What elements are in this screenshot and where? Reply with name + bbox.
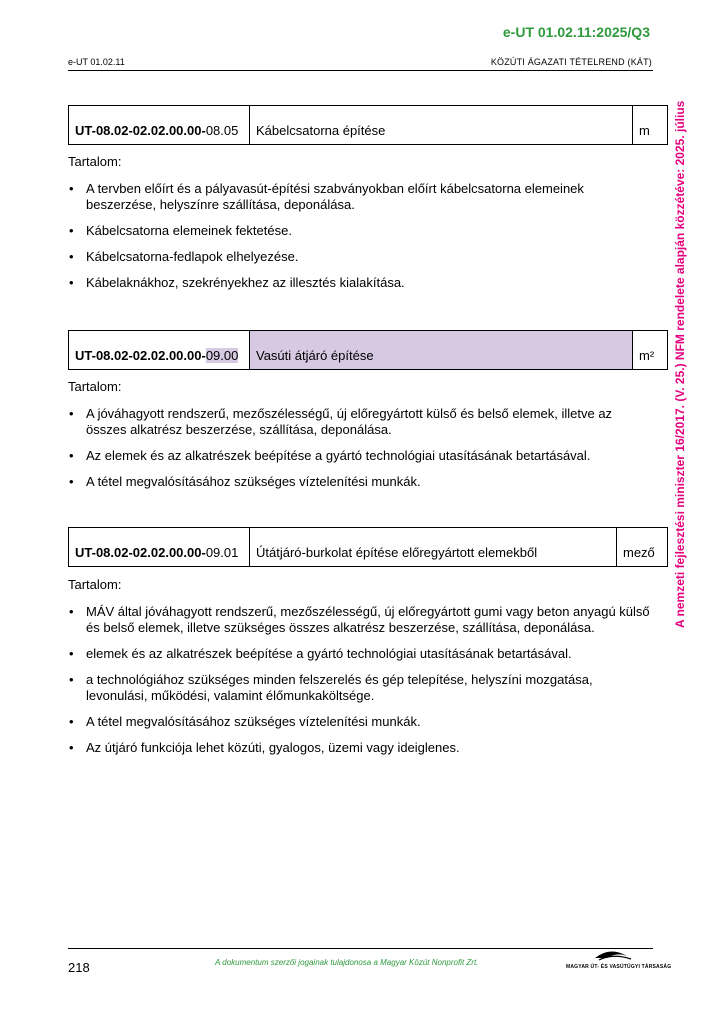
- list-item-text: elemek és az alkatrészek beépítése a gyártó technológiai utasításának betartásával.: [86, 646, 572, 661]
- list-item: • A tétel megvalósításához szükséges víztelenítési munkák.: [69, 474, 421, 489]
- list-item: • Az elemek és az alkatrészek beépítése a gyártó technológiai utasításának betartásával.: [69, 448, 591, 463]
- list-item: • Kábelaknákhoz, szekrényekhez az illesztés kialakítása.: [69, 275, 405, 290]
- list-item-text: a technológiához szükséges minden felszerelés és gép telepítése, helyszíni mozgatása, levonulási, működési, valamint élőmunkaköltsége.: [86, 672, 593, 703]
- item-description: Útátjáró-burkolat építése előregyártott elemekből: [250, 528, 617, 567]
- list-item: • a technológiához szükséges minden felszerelés és gép telepítése, helyszíni mozgatása, levonulási, működési, valamint élőmunkaköltsége.: [69, 672, 593, 703]
- content-label: Tartalom:: [68, 379, 122, 394]
- list-item: • Kábelcsatorna-fedlapok elhelyezése.: [69, 249, 299, 264]
- item-code-suffix: 09.01: [205, 545, 239, 560]
- header-left-code: e-UT 01.02.11: [68, 57, 125, 67]
- item-unit: m: [633, 106, 668, 145]
- item-table-09-01: [68, 527, 668, 567]
- list-item-text: MÁV által jóváhagyott rendszerű, mezőszélességű, új előregyártott gumi vagy beton anyagú külső és belső elemek, illetve szükséges összes alkatrész beszerzése, szállítása, deponálása.: [86, 604, 650, 635]
- list-item-text: Kábelcsatorna elemeinek fektetése.: [86, 223, 292, 238]
- list-item-text: A tervben előírt és a pályavasút-építési szabványokban előírt kábelcsatorna elemeinek beszerzése, helyszínre szállítása, deponálása.: [86, 181, 584, 212]
- item-code: [69, 528, 250, 567]
- item-code-suffix: 08.05: [205, 123, 239, 138]
- list-item: • A jóváhagyott rendszerű, mezőszélességű, új előregyártott külső és belső elemek, illetve az összes alkatrész beszerzése, szállítása, deponálása.: [69, 406, 613, 437]
- content-list: [68, 604, 653, 766]
- item-code: [69, 331, 250, 370]
- item-table-09-00: [68, 330, 668, 370]
- document-code: e-UT 01.02.11:2025/Q3: [502, 24, 650, 40]
- item-unit: mező: [617, 528, 668, 567]
- item-code: [69, 106, 250, 145]
- list-item-text: Az elemek és az alkatrészek beépítése a gyártó technológiai utasításának betartásával.: [86, 448, 591, 463]
- list-item: • A tervben előírt és a pályavasút-építési szabványokban előírt kábelcsatorna elemeinek beszerzése, helyszínre szállítása, deponálása.: [69, 181, 584, 212]
- list-item-text: A jóváhagyott rendszerű, mezőszélességű, új előregyártott külső és belső elemek, illetve az összes alkatrész beszerzése, szállítása, deponálása.: [86, 406, 613, 437]
- item-code-prefix: UT-08.02-02.02.00.00-: [75, 348, 206, 363]
- list-item-text: A tétel megvalósításához szükséges víztelenítési munkák.: [86, 714, 421, 729]
- list-item: • elemek és az alkatrészek beépítése a gyártó technológiai utasításának betartásával.: [69, 646, 572, 661]
- list-item-text: Az útjáró funkciója lehet közúti, gyalogos, üzemi vagy ideiglenes.: [86, 740, 460, 755]
- content-label: Tartalom:: [68, 154, 122, 169]
- logo-text: MAGYAR ÚT- ÉS VASÚTÜGYI TÁRSASÁG: [566, 964, 672, 970]
- list-item-text: Kábelcsatorna-fedlapok elhelyezése.: [86, 249, 299, 264]
- item-description: Vasúti átjáró építése: [250, 331, 633, 370]
- list-item-text: A tétel megvalósításához szükséges víztelenítési munkák.: [86, 474, 421, 489]
- list-item: • Kábelcsatorna elemeinek fektetése.: [69, 223, 292, 238]
- item-code-suffix: 09.00: [205, 348, 239, 363]
- item-description: Kábelcsatorna építése: [250, 106, 633, 145]
- item-code-prefix: UT-08.02-02.02.00.00-: [75, 545, 206, 560]
- side-publication-note: A nemzeti fejlesztési miniszter 16/2017. (V. 25.) NFM rendelete alapján közzétéve: 2025. július: [673, 100, 687, 629]
- content-list: [68, 181, 653, 301]
- copyright-notice: A dokumentum szerzői jogainak tulajdonosa a Magyar Közút Nonprofit Zrt.: [215, 958, 479, 967]
- page-number: 218: [68, 960, 90, 975]
- content-label: Tartalom:: [68, 577, 122, 592]
- item-table-08-05: [68, 105, 668, 145]
- item-code-prefix: UT-08.02-02.02.00.00-: [75, 123, 206, 138]
- list-item: • A tétel megvalósításához szükséges víztelenítési munkák.: [69, 714, 421, 729]
- header-right-title: KÖZÚTI ÁGAZATI TÉTELREND (KÁT): [490, 57, 652, 67]
- header-rule: [68, 70, 653, 71]
- content-list: [68, 406, 653, 500]
- list-item-text: Kábelaknákhoz, szekrényekhez az illesztés kialakítása.: [86, 275, 405, 290]
- list-item: • MÁV által jóváhagyott rendszerű, mezőszélességű, új előregyártott gumi vagy beton anyagú külső és belső elemek, illetve szükséges összes alkatrész beszerzése, szállítása, deponálása.: [69, 604, 650, 635]
- list-item: • Az útjáró funkciója lehet közúti, gyalogos, üzemi vagy ideiglenes.: [69, 740, 460, 755]
- item-unit: m²: [633, 331, 668, 370]
